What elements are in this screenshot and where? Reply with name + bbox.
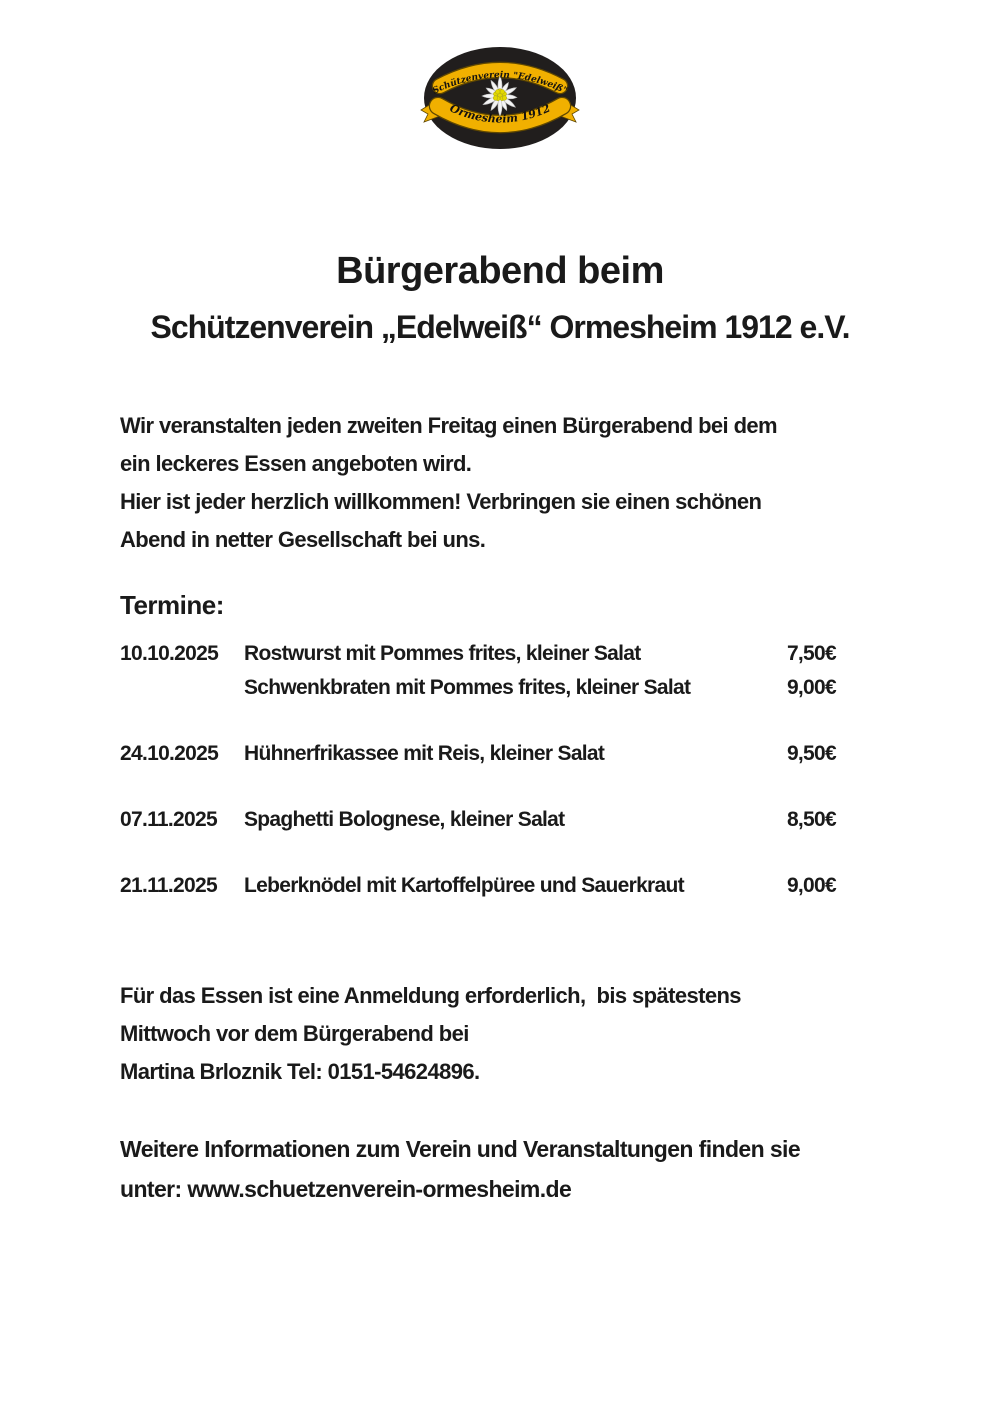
intro-line: Wir veranstalten jeden zweiten Freitag einen Bürgerabend bei dem bbox=[120, 413, 778, 438]
menu-row bbox=[120, 739, 836, 769]
menu-date bbox=[120, 673, 244, 703]
registration-phone-line: Martina Brloznik Tel: 0151-54624896. bbox=[120, 1059, 480, 1084]
menu-row bbox=[120, 871, 836, 901]
menu-dish: Schwenkbraten mit Pommes frites, kleiner Salat bbox=[244, 676, 691, 699]
info-line: Weitere Informationen zum Verein und Veranstaltungen finden sie bbox=[120, 1136, 801, 1162]
intro-paragraph bbox=[120, 407, 1000, 559]
intro-line: Hier ist jeder herzlich willkommen! Verbringen sie einen schönen bbox=[120, 489, 762, 514]
menu-row bbox=[120, 639, 836, 669]
club-logo bbox=[0, 0, 1000, 157]
info-paragraph bbox=[120, 1129, 1000, 1209]
menu-dish: Spaghetti Bolognese, kleiner Salat bbox=[244, 808, 565, 831]
club-logo-graphic bbox=[420, 44, 580, 152]
menu-price: 9,00€ bbox=[786, 676, 836, 699]
logo-top-banner-text: Schützenverein "Edelweiß" bbox=[431, 70, 569, 97]
page-title: Bürgerabend beim bbox=[336, 250, 664, 292]
menu-date: 07.11.2025 bbox=[120, 808, 217, 831]
menu-dish: Leberknödel mit Kartoffelpüree und Sauerkraut bbox=[244, 874, 684, 897]
menu-date: 10.10.2025 bbox=[120, 642, 219, 665]
menu-row bbox=[120, 805, 836, 835]
intro-line: Abend in netter Gesellschaft bei uns. bbox=[120, 527, 486, 552]
menu-price: 9,50€ bbox=[786, 742, 836, 765]
menu-dish: Hühnerfrikassee mit Reis, kleiner Salat bbox=[244, 742, 605, 765]
menu-dish: Rostwurst mit Pommes frites, kleiner Salat bbox=[244, 642, 641, 665]
menu-list bbox=[120, 639, 836, 901]
termine-heading: Termine: bbox=[120, 590, 224, 620]
registration-line: Für das Essen ist eine Anmeldung erforderlich, bis spätestens bbox=[120, 983, 741, 1008]
menu-date: 21.11.2025 bbox=[120, 874, 217, 897]
info-website-line: unter: www.schuetzenverein-ormesheim.de bbox=[120, 1176, 572, 1202]
page-subtitle: Schützenverein „Edelweiß“ Ormesheim 1912 e.V. bbox=[150, 309, 850, 345]
intro-line: ein leckeres Essen angeboten wird. bbox=[120, 451, 472, 476]
registration-paragraph bbox=[120, 977, 1000, 1091]
menu-price: 8,50€ bbox=[786, 808, 836, 831]
menu-price: 7,50€ bbox=[786, 642, 836, 665]
menu-price: 9,00€ bbox=[786, 874, 836, 897]
registration-line: Mittwoch vor dem Bürgerabend bei bbox=[120, 1021, 469, 1046]
menu-date: 24.10.2025 bbox=[120, 742, 219, 765]
menu-row bbox=[120, 673, 836, 703]
logo-bottom-banner-text: Ormesheim 1912 bbox=[447, 101, 553, 126]
